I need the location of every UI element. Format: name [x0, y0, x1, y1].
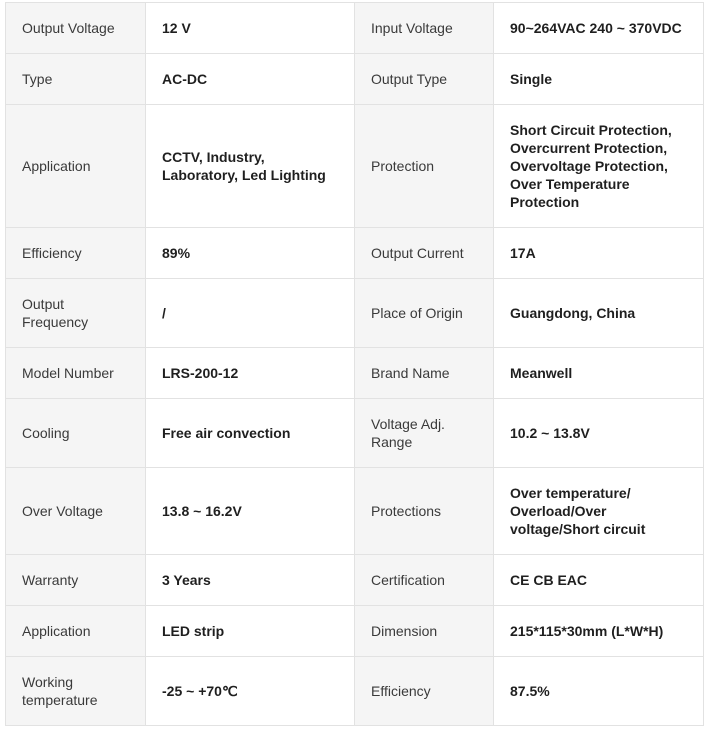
table-row	[6, 3, 704, 54]
spec-label: Efficiency	[355, 657, 494, 726]
spec-value: 89%	[146, 228, 355, 279]
spec-value: AC-DC	[146, 54, 355, 105]
spec-value: Over temperature/ Overload/Over voltage/Short circuit	[494, 468, 704, 555]
spec-value: 10.2 ~ 13.8V	[494, 399, 704, 468]
spec-label: Input Voltage	[355, 3, 494, 54]
spec-label: Over Voltage	[6, 468, 146, 555]
table-row	[6, 279, 704, 348]
spec-label: Protections	[355, 468, 494, 555]
spec-label: Output Voltage	[6, 3, 146, 54]
spec-value: 17A	[494, 228, 704, 279]
spec-value: 3 Years	[146, 555, 355, 606]
spec-label: Application	[6, 606, 146, 657]
table-row	[6, 606, 704, 657]
spec-value: 12 V	[146, 3, 355, 54]
spec-value: Guangdong, China	[494, 279, 704, 348]
spec-value: LED strip	[146, 606, 355, 657]
table-row	[6, 54, 704, 105]
spec-value: Single	[494, 54, 704, 105]
spec-label: Warranty	[6, 555, 146, 606]
spec-value: CCTV, Industry, Laboratory, Led Lighting	[146, 105, 355, 228]
spec-value: Short Circuit Protection, Overcurrent Protection, Overvoltage Protection, Over Temperature Protection	[494, 105, 704, 228]
spec-value: Meanwell	[494, 348, 704, 399]
spec-label: Voltage Adj. Range	[355, 399, 494, 468]
spec-label: Efficiency	[6, 228, 146, 279]
spec-value: 215*115*30mm (L*W*H)	[494, 606, 704, 657]
spec-label: Working temperature	[6, 657, 146, 726]
table-row	[6, 105, 704, 228]
spec-value: /	[146, 279, 355, 348]
spec-label: Dimension	[355, 606, 494, 657]
spec-label: Output Frequency	[6, 279, 146, 348]
spec-label: Cooling	[6, 399, 146, 468]
spec-value: -25 ~ +70℃	[146, 657, 355, 726]
table-row	[6, 399, 704, 468]
table-row	[6, 657, 704, 726]
table-row	[6, 348, 704, 399]
spec-value: CE CB EAC	[494, 555, 704, 606]
table-row	[6, 555, 704, 606]
spec-value: Free air convection	[146, 399, 355, 468]
spec-label: Certification	[355, 555, 494, 606]
table-row	[6, 468, 704, 555]
spec-label: Place of Origin	[355, 279, 494, 348]
spec-value: 87.5%	[494, 657, 704, 726]
spec-value: 90~264VAC 240 ~ 370VDC	[494, 3, 704, 54]
spec-label: Model Number	[6, 348, 146, 399]
spec-table	[5, 2, 704, 726]
spec-value: LRS-200-12	[146, 348, 355, 399]
table-row	[6, 228, 704, 279]
spec-value: 13.8 ~ 16.2V	[146, 468, 355, 555]
spec-label: Application	[6, 105, 146, 228]
spec-label: Type	[6, 54, 146, 105]
spec-label: Brand Name	[355, 348, 494, 399]
spec-label: Output Type	[355, 54, 494, 105]
spec-label: Output Current	[355, 228, 494, 279]
spec-label: Protection	[355, 105, 494, 228]
